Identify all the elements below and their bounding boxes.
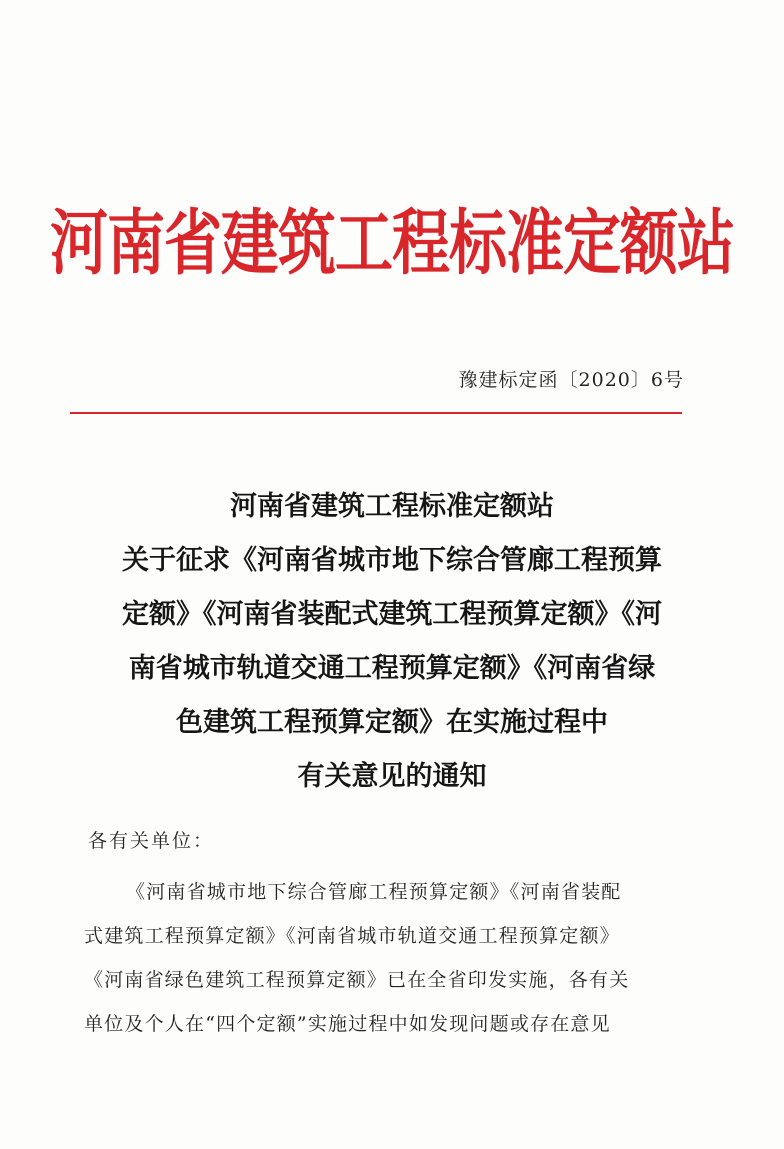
title-line: 色建筑工程预算定额》在实施过程中 <box>176 707 608 738</box>
title-line: 南省城市轨道交通工程预算定额》《河南省绿 <box>128 653 656 684</box>
title-line: 河南省建筑工程标准定额站 <box>230 491 554 522</box>
addressee: 各有关单位： <box>88 830 215 852</box>
body-line: 《河南省绿色建筑工程预算定额》已在全省印发实施，各有关 <box>84 969 630 991</box>
document-number: 豫建标定函〔2020〕6号 <box>458 369 684 391</box>
body-line: 单位及个人在“四个定额”实施过程中如发现问题或存在意见 <box>84 1013 611 1035</box>
body-paragraph <box>84 870 698 1046</box>
notice-title <box>78 480 706 804</box>
red-divider-line <box>70 412 682 414</box>
body-line: 《河南省城市地下综合管廊工程预算定额》《河南省装配 <box>126 881 622 903</box>
title-line: 定额》《河南省装配式建筑工程预算定额》《河 <box>122 599 662 630</box>
agency-masthead: 河南省建筑工程标准定额站 <box>49 201 734 285</box>
title-line: 关于征求《河南省城市地下综合管廊工程预算 <box>122 545 662 576</box>
body-line: 式建筑工程预算定额》《河南省城市轨道交通工程预算定额》 <box>84 925 620 947</box>
title-line: 有关意见的通知 <box>297 761 487 792</box>
